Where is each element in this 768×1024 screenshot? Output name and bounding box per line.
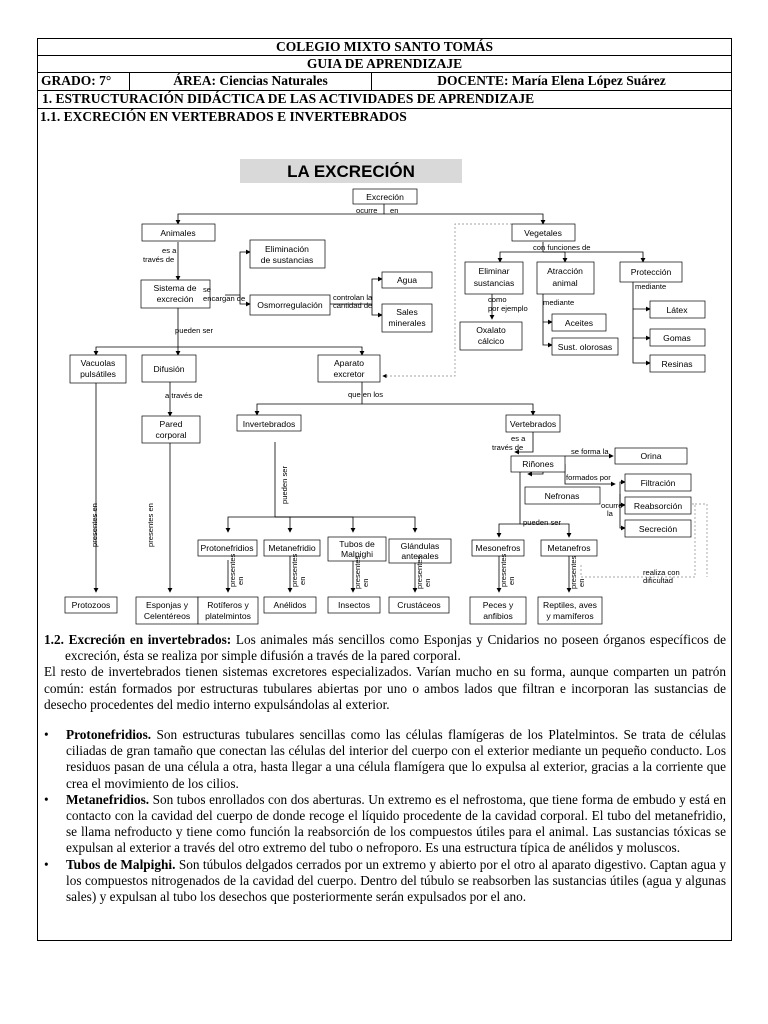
item-text: Son tubos enrollados con dos aberturas. Un extremo es el nefrostoma, que tiene forma de embudo y está en contacto con la cavidad del cuerpo de donde recoge el líquido procedente de la cavidad corporal. El tubo del metanefridio, se llama nefroducto y tiene como función la reabsorción de los compuestos útiles para el animal. Las sustancias tóxicas se expulsan al exterior a través del otro extremo del tubo o nefroporo. Es una estructura típica de anélidos y moluscos. bbox=[66, 791, 726, 856]
label-presentes-5: presentes bbox=[353, 555, 362, 589]
node-sistema-l1: Sistema de bbox=[153, 283, 197, 293]
label-en-7: en bbox=[507, 576, 516, 585]
label-en: en bbox=[390, 206, 399, 215]
node-excrecion: Excreción bbox=[366, 192, 404, 202]
node-esponjas-l2: Celentéreos bbox=[143, 611, 191, 621]
node-sales-l1: Sales bbox=[396, 307, 418, 317]
label-presentes-6: presentes bbox=[415, 555, 424, 589]
node-peces-l1: Peces y bbox=[482, 600, 514, 610]
node-tubos-l2: Malpighi bbox=[340, 549, 374, 559]
node-agua: Agua bbox=[396, 275, 418, 285]
node-metanefros: Metanefros bbox=[547, 543, 591, 553]
item-text: Son estructuras tubulares sencillas como las células flamígeras de los Platelmintos. Se trata de células ciliadas de gran tamaño que conectan las células del interior del cuerpo con el exterior mediante un pequeño conducto. Los residuos pasan de una célula a otra, hasta llegar a una célula flamígera que lo expulsa al exterior, gracias a la corriente que crea el movimiento de los cilios. bbox=[66, 727, 726, 791]
label-realiza-l2: dificultad bbox=[643, 576, 673, 585]
section-1-2-text: Los animales más sencillos como Esponjas y Cnidarios no poseen órganos específicos de excreción, ésta se realiza por simple difusión a través de la pared corporal. bbox=[65, 632, 727, 664]
node-sistema-l2: excreción bbox=[156, 294, 194, 304]
node-esponjas-l1: Esponjas y bbox=[145, 600, 189, 610]
node-glandulas-l1: Glándulas bbox=[400, 541, 440, 551]
node-crustaceos: Crustáceos bbox=[397, 600, 441, 610]
node-metanefridio: Metanefridio bbox=[268, 543, 316, 553]
label-en-3: en bbox=[236, 576, 245, 585]
bullet: • bbox=[44, 856, 49, 872]
node-orina: Orina bbox=[640, 451, 662, 461]
node-aparato-l2: excretor bbox=[333, 369, 365, 379]
bullet-list bbox=[44, 727, 726, 905]
section-1-heading: 1. ESTRUCTURACIÓN DIDÁCTICA DE LAS ACTIVIDADES DE APRENDIZAJE bbox=[38, 91, 731, 109]
school-name: COLEGIO MIXTO SANTO TOMÁS bbox=[38, 39, 731, 56]
node-osmorregulacion: Osmorregulación bbox=[257, 300, 323, 310]
label-en-6: en bbox=[423, 578, 432, 587]
area-cell: ÁREA: Ciencias Naturales bbox=[129, 73, 371, 90]
item-title: Metanefridios. bbox=[66, 791, 150, 807]
bullet: • bbox=[44, 791, 49, 807]
guide-title: GUIA DE APRENDIZAJE bbox=[38, 56, 731, 73]
label-cantidad: cantidad de bbox=[333, 301, 373, 310]
label-ocurre: ocurre bbox=[356, 206, 378, 215]
label-en-4: en bbox=[298, 576, 307, 585]
node-oxalato-l2: cálcico bbox=[477, 336, 505, 346]
label-mediante-2: mediante bbox=[635, 282, 667, 291]
node-resinas: Resinas bbox=[661, 359, 693, 369]
label-con-funciones: con funciones de bbox=[533, 243, 591, 252]
label-realiza-l1: realiza con bbox=[643, 568, 680, 577]
node-vertebrados: Vertebrados bbox=[509, 419, 557, 429]
label-en-8: en bbox=[577, 578, 586, 587]
node-aparato-l1: Aparato bbox=[333, 358, 365, 368]
label-pueden-ser-3: pueden ser bbox=[523, 518, 561, 527]
label-presentes-3: presentes bbox=[228, 553, 237, 587]
label-controlan: controlan la bbox=[333, 293, 373, 302]
node-rotiferos-l2: platelmintos bbox=[205, 611, 251, 621]
label-presentes-8: presentes bbox=[569, 555, 578, 589]
node-oxalato-l1: Oxalato bbox=[476, 325, 506, 335]
node-vegetales: Vegetales bbox=[524, 228, 562, 238]
bullet: • bbox=[44, 727, 49, 743]
label-es-a-2: es a bbox=[511, 434, 526, 443]
label-se-forma-la: se forma la bbox=[571, 447, 609, 456]
node-atraccion-l1: Atracción bbox=[547, 266, 583, 276]
label-presentes-en-2: presentes en bbox=[146, 503, 155, 547]
node-animales: Animales bbox=[160, 228, 196, 238]
label-por-ejemplo: por ejemplo bbox=[488, 304, 528, 313]
node-protonefridios: Protonefridios bbox=[200, 543, 254, 553]
section-1-2-title: Excreción en invertebrados: bbox=[68, 632, 232, 647]
label-la: la bbox=[607, 509, 613, 518]
label-presentes-en-1: presentes en bbox=[90, 503, 99, 547]
node-rotiferos-l1: Rotíferos y bbox=[207, 600, 249, 610]
node-protozoos: Protozoos bbox=[71, 600, 111, 610]
label-encargan-de: encargan de bbox=[203, 294, 246, 303]
node-olorosas: Sust. olorosas bbox=[557, 342, 613, 352]
node-tubos-l1: Tubos de bbox=[339, 539, 375, 549]
section-1-1-heading: 1.1. EXCRECIÓN EN VERTEBRADOS E INVERTEBRADOS bbox=[40, 109, 407, 124]
label-pueden-ser-2: pueden ser bbox=[280, 466, 289, 504]
node-invertebrados: Invertebrados bbox=[242, 419, 296, 429]
node-eliminar-l1: Eliminar bbox=[478, 266, 510, 276]
concept-map-svg bbox=[45, 152, 725, 630]
concept-map bbox=[45, 152, 725, 630]
label-traves-de: través de bbox=[143, 255, 175, 264]
node-nefronas: Nefronas bbox=[544, 491, 580, 501]
node-eliminacion-l2: de sustancias bbox=[260, 255, 314, 265]
label-en-5: en bbox=[361, 578, 370, 587]
teacher-cell: DOCENTE: María Elena López Suárez bbox=[371, 73, 731, 90]
label-a-traves-de: a través de bbox=[165, 391, 203, 400]
node-pared-l1: Pared bbox=[159, 419, 183, 429]
node-peces-l2: anfibios bbox=[483, 611, 513, 621]
label-mediante-1: mediante bbox=[543, 298, 575, 307]
diagram-title: LA EXCRECIÓN bbox=[287, 162, 415, 181]
label-presentes-7: presentes bbox=[499, 553, 508, 587]
node-pared-l2: corporal bbox=[155, 430, 187, 440]
item-title: Protonefridios. bbox=[66, 727, 152, 743]
node-eliminacion-l1: Eliminación bbox=[265, 244, 309, 254]
label-es-a: es a bbox=[162, 246, 177, 255]
label-como: como bbox=[488, 295, 507, 304]
label-presentes-4: presentes bbox=[290, 553, 299, 587]
node-aceites: Aceites bbox=[564, 318, 594, 328]
item-text: Son túbulos delgados cerrados por un extremo y abierto por el otro al aparato digestivo. Captan agua y los compuestos nitrogenados de la cavidad del cuerpo. Dentro del túbulo se reabsorben las sustancias útiles (agua y algunas sales) y expulsan al tubo los desechos que posteriormente serán expulsados por el ano. bbox=[66, 856, 726, 905]
node-rinones: Riñones bbox=[522, 459, 554, 469]
node-reptiles-l1: Reptiles, aves bbox=[543, 600, 597, 610]
node-secrecion: Secreción bbox=[638, 524, 678, 534]
node-difusion: Difusión bbox=[153, 364, 185, 374]
node-eliminar-l2: sustancias bbox=[473, 278, 515, 288]
label-pueden-ser-1: pueden ser bbox=[175, 326, 213, 335]
node-anelidos: Anélidos bbox=[273, 600, 307, 610]
label-se: se bbox=[203, 285, 212, 294]
body-text bbox=[44, 632, 726, 905]
node-vacuolas-l1: Vacuolas bbox=[80, 358, 116, 368]
list-item bbox=[44, 857, 726, 906]
node-proteccion: Protección bbox=[630, 267, 672, 277]
label-traves-de-2: través de bbox=[492, 443, 524, 452]
section-number: 1.2. bbox=[44, 632, 64, 647]
info-row bbox=[38, 73, 731, 91]
node-mesonefros: Mesonefros bbox=[475, 543, 521, 553]
node-glandulas-l2: antenales bbox=[401, 551, 439, 561]
node-sales-l2: minerales bbox=[388, 318, 426, 328]
item-title: Tubos de Malpighi. bbox=[66, 856, 176, 872]
node-atraccion-l2: animal bbox=[552, 278, 578, 288]
paragraph-1-2 bbox=[44, 632, 726, 664]
node-reptiles-l2: y mamíferos bbox=[546, 611, 594, 621]
node-filtracion: Filtración bbox=[640, 478, 676, 488]
list-item bbox=[44, 792, 726, 857]
node-vacuolas-l2: pulsátiles bbox=[80, 369, 116, 379]
label-que-en-los: que en los bbox=[348, 390, 384, 399]
node-gomas: Gomas bbox=[663, 333, 691, 343]
node-insectos: Insectos bbox=[337, 600, 371, 610]
label-formados-por: formados por bbox=[566, 473, 611, 482]
list-item bbox=[44, 727, 726, 792]
grade-cell: GRADO: 7° bbox=[41, 73, 112, 88]
label-ocurre-2: ocurre bbox=[601, 501, 623, 510]
paragraph-2: El resto de invertebrados tienen sistemas excretores especializados. Varían mucho en su forma, aunque comparten un patrón común: están formados por estructuras tubulares abiertas por uno o ambos lados que filtran e incorporan las sustancias de desecho procedentes del medio interno expulsándolas al exterior. bbox=[44, 664, 726, 712]
node-latex: Látex bbox=[666, 305, 688, 315]
node-reabsorcion: Reabsorción bbox=[633, 501, 683, 511]
